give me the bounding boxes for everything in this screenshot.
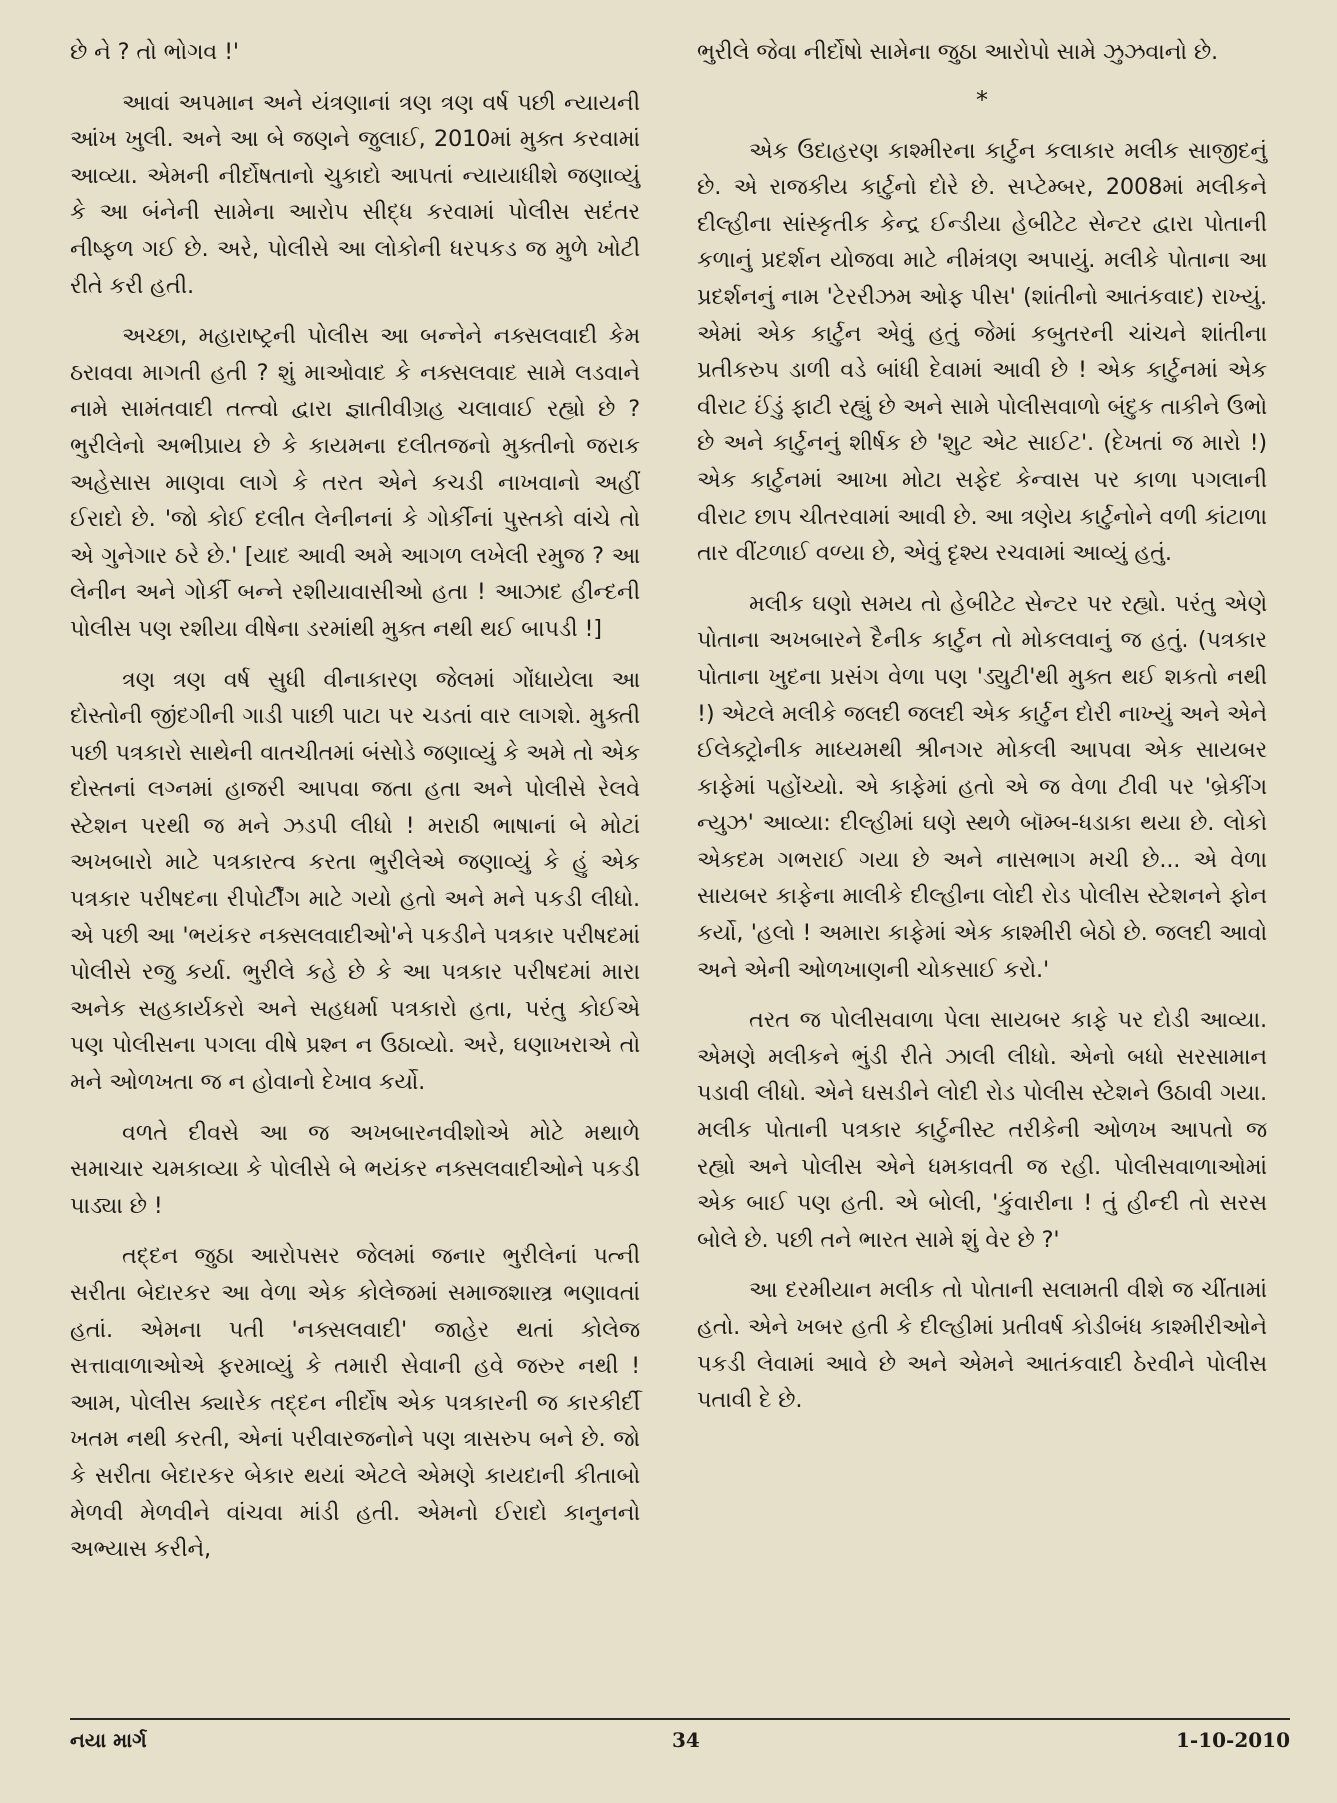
paragraph: આ દરમીયાન મલીક તો પોતાની સલામતી વીશે જ ચીંતામાં હતો. એને ખબર હતી કે દીલ્હીમાં પ્રતીવર્ષ કોડીબંધ કાશ્મીરીઓને પકડી લેવામાં આવે છે અને એમને આતંકવાદી ઠેરવીને પોલીસ પતાવી દે છે.: [697, 1277, 1267, 1414]
paragraph: તદ્દન જુઠા આરોપસર જેલમાં જનાર ભુરીલેનાં પત્ની સરીતા બેદારકર આ વેળા એક કોલેજમાં સમાજશાસ્ત્ર ભણાવતાં હતાં. એમના પતી 'નક્સલવાદી' જાહેર થતાં કોલેજ સત્તાવાળાઓએ ફરમાવ્યું કે તમારી સેવાની હવે જરુર નથી ! આમ, પોલીસ ક્યારેક તદ્દન નીર્દોષ એક પત્રકારની જ કારકીર્દી ખતમ નથી કરતી, એનાં પરીવારજનોને પણ ત્રાસરુપ બને છે. જો કે સરીતા બેદારકર બેકાર થયાં એટલે એમણે કાયદાની કીતાબો મેળવી મેળવીને વાંચવા માંડી હતી. એમનો ઈરાદો કાનુનનો અભ્યાસ કરીને,: [70, 1243, 640, 1563]
paragraph: ત્રણ ત્રણ વર્ષ સુધી વીનાકારણ જેલમાં ગોંધાયેલા આ દોસ્તોની જીંદગીની ગાડી પાછી પાટા પર ચડતાં વાર લાગશે. મુક્તી પછી પત્રકારો સાથેની વાતચીતમાં બંસોડે જણાવ્યું કે અમે તો એક દોસ્તનાં લગ્નમાં હાજરી આપવા જતા હતા અને પોલીસે રેલવે સ્ટેશન પરથી જ મને ઝડપી લીધો ! મરાઠી ભાષાનાં બે મોટાં અખબારો માટે પત્રકારત્વ કરતા ભુરીલેએ જણાવ્યું કે હું એક પત્રકાર પરીષદના રીપોર્ટીંગ માટે ગયો હતો અને મને પકડી લીધો. એ પછી આ 'ભયંકર નક્સલવાદીઓ'ને પકડીને પત્રકાર પરીષદમાં પોલીસે રજુ કર્યા. ભુરીલે કહે છે કે આ પત્રકાર પરીષદમાં મારા અનેક સહકાર્યકરો અને સહધર્મા પત્રકારો હતા, પરંતુ કોઈએ પણ પોલીસના પગલા વીષે પ્રશ્ન ન ઉઠાવ્યો. અરે, ઘણાખરાએ તો મને ઓળખતા જ ન હોવાનો દેખાવ કર્યો.: [70, 666, 640, 1096]
footer-divider: [70, 1718, 1290, 1720]
paragraph-continuation: છે ને ? તો ભોગવ !': [70, 39, 239, 65]
section-separator: *: [976, 85, 988, 114]
left-column: [70, 34, 640, 1582]
issue-date: 1-10-2010: [1175, 1728, 1290, 1752]
paragraph: મલીક ઘણો સમય તો હેબીટેટ સેન્ટર પર રહ્યો. પરંતુ એણે પોતાના અખબારને દૈનીક કાર્ટુન તો મોકલવાનું જ હતું. (પત્રકાર પોતાના ખુદના પ્રસંગ વેળા પણ 'ડ્યુટી'થી મુક્ત થઈ શકતો નથી !) એટલે મલીકે જલદી જલદી એક કાર્ટુન દોરી નાખ્યું અને એને ઈલેક્ટ્રોનીક માધ્યમથી શ્રીનગર મોકલી આપવા એક સાયબર કાફેમાં પહોંચ્યો. એ કાફેમાં હતો એ જ વેળા ટીવી પર 'બ્રેકીંગ ન્યુઝ' આવ્યા: દીલ્હીમાં ઘણે સ્થળે બૉમ્બ-ધડાકા થયા છે. લોકો એકદમ ગભરાઈ ગયા છે અને નાસભાગ મચી છે... એ વેળા સાયબર કાફેના માલીકે દીલ્હીના લોદી રોડ પોલીસ સ્ટેશનને ફોન કર્યો, 'હલો ! અમારા કાફેમાં એક કાશ્મીરી બેઠો છે. જલદી આવો અને એની ઓળખાણની ચોકસાઈ કરો.': [697, 590, 1267, 983]
paragraph: અચ્છા, મહારાષ્ટ્રની પોલીસ આ બન્નેને નક્સલવાદી કેમ ઠરાવવા માગતી હતી ? શું માઓવાદ કે નક્સલવાદ સામે લડવાને નામે સામંતવાદી તત્ત્વો દ્વારા જ્ઞાતીવીગ્રહ ચલાવાઈ રહ્યો છે ? ભુરીલેનો અભીપ્રાય છે કે કાયમના દલીતજનો મુક્તીનો જરાક અહેસાસ માણવા લાગે કે તરત એને કચડી નાખવાનો અહીં ઈરાદો છે. 'જો કોઈ દલીત લેનીનનાં કે ગોર્કીનાં પુસ્તકો વાંચે તો એ ગુનેગાર ઠરે છે.' [યાદ આવી અમે આગળ લખેલી રમુજ ? આ લેનીન અને ગોર્કી બન્ને રશીયાવાસીઓ હતા ! આઝાદ હીન્દની પોલીસ પણ રશીયા વીષેના ડરમાંથી મુક્ત નથી થઈ બાપડી !]: [70, 323, 640, 642]
paragraph: વળતે દીવસે આ જ અખબારનવીશોએ મોટે મથાળે સમાચાર ચમકાવ્યા કે પોલીસે બે ભયંકર નક્સલવાદીઓને પકડી પાડ્યા છે !: [70, 1119, 640, 1219]
right-column: [697, 34, 1267, 1433]
paragraph-continuation: ભુરીલે જેવા નીર્દોષો સામેના જુઠા આરોપો સામે ઝુઝવાનો છે.: [697, 39, 1218, 65]
paragraph: આવાં અપમાન અને યંત્રણાનાં ત્રણ ત્રણ વર્ષ પછી ન્યાયની આંખ ખુલી. અને આ બે જણને જુલાઈ, 2010માં મુક્ત કરવામાં આવ્યા. એમની નીર્દોષતાનો ચુકાદો આપતાં ન્યાયાધીશે જણાવ્યું કે આ બંનેની સામેના આરોપ સીદ્ધ કરવામાં પોલીસ સદંતર નીષ્ફળ ગઈ છે. અરે, પોલીસે આ લોકોની ધરપકડ જ મુળે ખોટી રીતે કરી હતી.: [70, 89, 640, 299]
publication-name: નયા માર્ગ: [70, 1728, 147, 1752]
paragraph: તરત જ પોલીસવાળા પેલા સાયબર કાફે પર દોડી આવ્યા. એમણે મલીકને ભુંડી રીતે ઝાલી લીધો. એનો બધો સરસામાન પડાવી લીધો. એને ઘસડીને લોદી રોડ પોલીસ સ્ટેશને ઉઠાવી ગયા. મલીક પોતાની પત્રકાર કાર્ટુનીસ્ટ તરીકેની ઓળખ આપતો જ રહ્યો અને પોલીસ એને ધમકાવતી જ રહી. પોલીસવાળાઓમાં એક બાઈ પણ હતી. એ બોલી, 'કુંવારીના ! તું હીન્દી તો સરસ બોલે છે. પછી તને ભારત સામે શું વેર છે ?': [697, 1007, 1267, 1253]
page-number: 34: [672, 1728, 700, 1752]
paragraph: એક ઉદાહરણ કાશ્મીરના કાર્ટુન કલાકાર મલીક સાજીદનું છે. એ રાજકીય કાર્ટુનો દોરે છે. સપ્ટેમ્બર, 2008માં મલીકને દીલ્હીના સાંસ્કૃતીક કેન્દ્ર ઈન્ડીયા હેબીટેટ સેન્ટર દ્વારા પોતાની કળાનું પ્રદર્શન યોજવા માટે નીમંત્રણ અપાયું. મલીકે પોતાના આ પ્રદર્શનનું નામ 'ટેરરીઝમ ઓફ પીસ' (શાંતીનો આતંકવાદ) રાખ્યું. એમાં એક કાર્ટુન એવું હતું જેમાં કબુતરની ચાંચને શાંતીના પ્રતીકરુપ ડાળી વડે બાંધી દેવામાં આવી છે ! એક કાર્ટુનમાં એક વીરાટ ઈંડું ફાટી રહ્યું છે અને સામે પોલીસવાળો બંદુક તાકીને ઉભો છે અને કાર્ટુનનું શીર્ષક છે 'શુટ એટ સાઈટ'. (દેખતાં જ મારો !) એક કાર્ટુનમાં આખા મોટા સફેદ કેન્વાસ પર કાળા પગલાની વીરાટ છાપ ચીતરવામાં આવી છે. આ ત્રણેય કાર્ટુનોને વળી કાંટાળા તાર વીંટળાઈ વળ્યા છે, એવું દૃશ્ય રચવામાં આવ્યું હતું.: [697, 137, 1267, 567]
page-footer: [70, 1728, 1290, 1758]
